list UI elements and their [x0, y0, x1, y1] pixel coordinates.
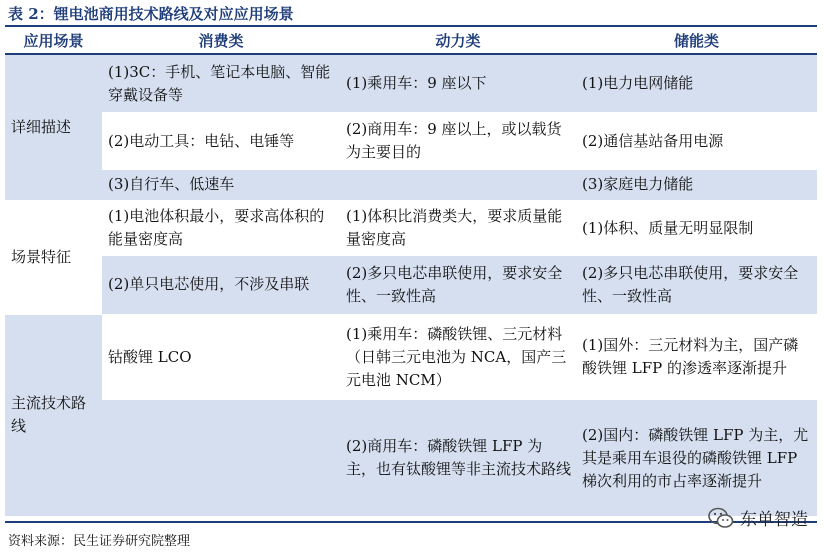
table-cell: (2)多只电芯串联使用，要求安全性、一致性高	[340, 256, 576, 314]
table-cell: (2)商用车：磷酸铁锂 LFP 为主，也有钛酸锂等非主流技术路线	[340, 400, 576, 516]
header-consumer: 消费类	[102, 27, 340, 54]
table-cell: (1)体积比消费类大，要求质量能量密度高	[340, 200, 576, 256]
watermark-text: 东单智造	[740, 510, 808, 530]
table-title: 表 2：锂电池商用技术路线及对应应用场景	[8, 5, 294, 23]
table-cell: (1)乘用车：9 座以下	[340, 54, 576, 112]
table-cell: (1)体积、质量无明显限制	[576, 200, 817, 256]
table-cell: (3)家庭电力储能	[576, 170, 817, 200]
table-cell: (1)乘用车：磷酸铁锂、三元材料（日韩三元电池为 NCA，国产三元电池 NCM）	[340, 314, 576, 400]
table-cell: (1)电力电网储能	[576, 54, 817, 112]
lithium-battery-table	[5, 27, 817, 516]
source-note: 资料来源：民生证券研究院整理	[8, 534, 191, 549]
table-row	[5, 314, 817, 400]
table-row	[5, 200, 817, 256]
header-storage: 储能类	[576, 27, 817, 54]
table-cell	[102, 400, 340, 516]
row-label-features: 场景特征	[5, 200, 102, 314]
row-label-tech-route: 主流技术路线	[5, 314, 102, 516]
table-cell	[340, 170, 576, 200]
table-cell: (1)国外：三元材料为主，国产磷酸铁锂 LFP 的渗透率逐渐提升	[576, 314, 817, 400]
watermark	[708, 505, 808, 530]
table-row	[5, 112, 817, 170]
wechat-icon	[708, 507, 734, 529]
header-scene: 应用场景	[5, 27, 102, 54]
table-cell: 钴酸锂 LCO	[102, 314, 340, 400]
table-row	[5, 54, 817, 112]
table-cell: (2)多只电芯串联使用，要求安全性、一致性高	[576, 256, 817, 314]
table-cell: (2)单只电芯使用，不涉及串联	[102, 256, 340, 314]
bottom-rule	[5, 521, 817, 523]
table-cell: (2)通信基站备用电源	[576, 112, 817, 170]
table-cell: (2)商用车：9 座以上，或以载货为主要目的	[340, 112, 576, 170]
header-power: 动力类	[340, 27, 576, 54]
row-label-description: 详细描述	[5, 54, 102, 200]
table-cell: (3)自行车、低速车	[102, 170, 340, 200]
table-row	[5, 256, 817, 314]
table-cell: (2)电动工具：电钻、电锤等	[102, 112, 340, 170]
table-row	[5, 170, 817, 200]
table-cell: (2)国内：磷酸铁锂 LFP 为主，尤其是乘用车退役的磷酸铁锂 LFP 梯次利用的市占率逐渐提升	[576, 400, 817, 516]
table-cell: (1)3C：手机、笔记本电脑、智能穿戴设备等	[102, 54, 340, 112]
table-row	[5, 400, 817, 516]
table-cell: (1)电池体积最小，要求高体积的能量密度高	[102, 200, 340, 256]
header-row	[5, 27, 817, 54]
